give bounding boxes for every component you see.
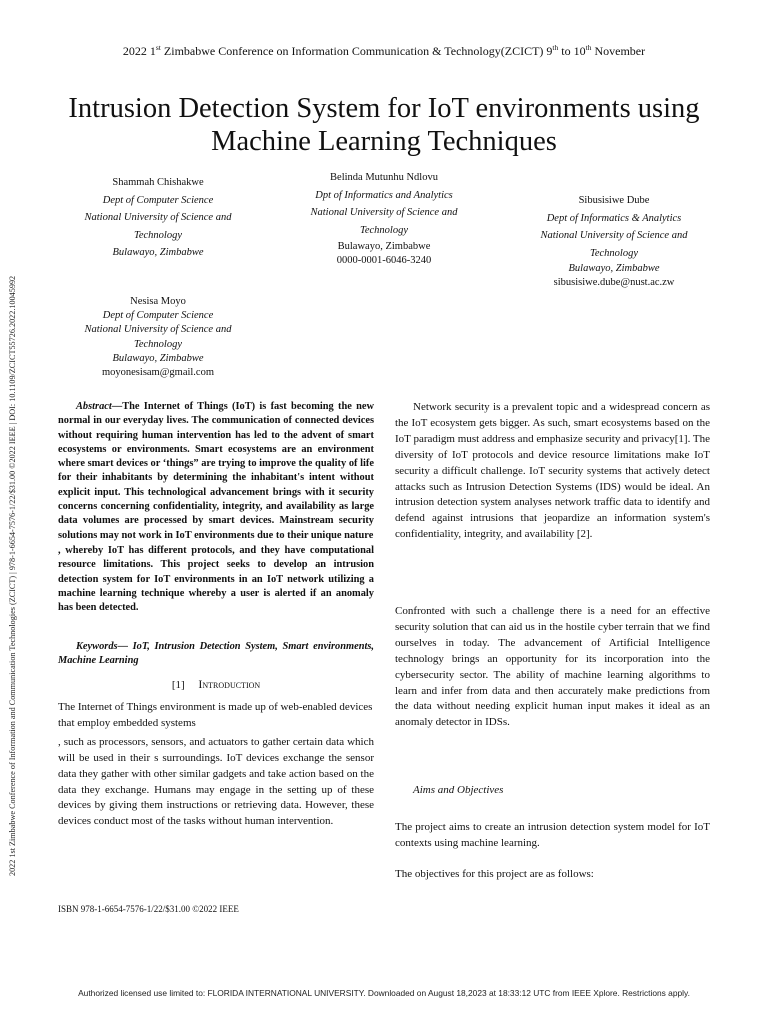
author-university: National University of Science and Technology [84,324,232,350]
author-block-2 [288,169,480,268]
author-block-1 [62,174,254,262]
author-name: Shammah Chishakwe [112,177,204,188]
author-city: Bulawayo, Zimbabwe [337,241,431,252]
author-name: Sibusisiwe Dube [578,195,650,206]
section-number: [1] [171,679,185,691]
author-university: National University of Science and Technology [310,207,458,236]
intro-paragraph-2: , such as processors, sensors, and actuators to gather certain data which will be used in their s surroundings. IoT devices exchange the sensor data they gather with other similar gadgets and take action based on the data they exchange. Humans may engage in the setting up of these devices by giving them instructions or retrieving data. However, these devices conduct most of the tasks without human intervention. [58,735,374,828]
subsection-heading-aims: Aims and Objectives [413,784,504,796]
author-dept: Dept of Computer Science [102,194,214,206]
author-city: Bulawayo, Zimbabwe [568,263,660,274]
author-email: moyonesisam@gmail.com [101,367,215,379]
author-university: National University of Science and Technology [84,212,232,241]
conference-header: 2022 1st Zimbabwe Conference on Information Communication & Technology(ZCICT) 9th to 10th November [122,43,646,58]
author-block-3 [518,192,710,290]
author-dept: Dept of Informatics & Analytics [546,212,682,224]
author-name: Nesisa Moyo [130,296,186,307]
keywords: Keywords— IoT, Intrusion Detection System, Smart environments, Machine Learning [58,641,374,667]
author-email: sibusisiwe.dube@nust.ac.zw [553,277,675,288]
author-city: Bulawayo, Zimbabwe [112,352,204,364]
section-heading-introduction [58,677,374,692]
isbn-line: ISBN 978-1-6654-7576-1/22/$31.00 ©2022 IEEE [58,904,239,914]
author-name: Belinda Mutunhu Ndlovu [330,172,438,183]
author-city: Bulawayo, Zimbabwe [112,247,204,258]
license-footer: Authorized licensed use limited to: FLORIDA INTERNATIONAL UNIVERSITY. Downloaded on August 18,2023 at 18:33:12 UTC from IEEE Xplore. Restrictions apply. [78,988,690,998]
abstract-text: —The Internet of Things (IoT) is fast becoming the new normal in our everyday lives. The communication of connected devices without requiring human intervention has led to the advent of smart ecosystems or environments. Smart ecosystems are an environment where smart devices or ‘things” are trying to improve the quality of life for their inhabitants by determining the inhabitant's intent without explicit input. This technological advancement brings with it security concerns concerning confidentiality, integrity, and availability as large data volumes are processed by smart devices. Mainstream security solutions may not work in IoT environments due to their unique nature [58,401,374,541]
abstract-lead: Abstract [76,401,112,412]
abstract-paragraph-2: , whereby IoT has different protocols, and they have computational resource limitations. This project seeks to develop an intrusion detection system for IoT environments in an IoT network utilizing a machine learning technique whereby a user is alerted if an anomaly has been detected. [58,544,374,614]
right-paragraph-4: The objectives for this project are as follows: [395,868,594,880]
abstract [58,400,374,615]
author-dept: Dpt of Informatics and Analytics [315,189,453,201]
right-paragraph-1: Network security is a prevalent topic and a widespread concern as the IoT ecosystem gets bigger. As such, smart ecosystems based on the IoT paradigm must address and emphasize security and privacy[1]. The diversity of IoT protocols and device resource limitations make IoT security a difficult challenge. IoT security systems that actively detect attacks such as Intrusion Detection Systems (IDS) would be ideal. An intrusion detection system analyses network traffic data to identify and defend against intrusions that jeopardize an information system's confidentiality, integrity, and availability [2]. [395,401,710,541]
right-paragraph-3: The project aims to create an intrusion detection system model for IoT contexts using machine learning. [395,821,710,849]
intro-section [58,700,374,830]
abstract-paragraph-1 [58,400,374,543]
author-orcid: 0000-0001-6046-3240 [336,255,432,266]
author-dept: Dept of Computer Science [102,310,214,322]
intro-paragraph-1: The Internet of Things environment is made up of web-enabled devices that employ embedded systems [58,701,373,729]
right-paragraph-2: Confronted with such a challenge there is a need for an effective security solution that can aid us in the hostile cyber terrain that we find ourselves in today. The advancement of Artificial Intelligence technology brings an opportunity for its incorporation into the cybersecurity sector. The ability of machine learning algorithms to learn and infer from data and then accurately make predictions from the data without needing explicit human input makes it ideal as an anomaly detector in IDSs. [395,605,710,729]
paper-title: Intrusion Detection System for IoT environments using Machine Learning Techniques [68,93,700,157]
section-title: Introduction [198,677,261,691]
author-university: National University of Science and Technology [540,230,688,259]
author-block-4 [62,295,254,380]
side-citation: 2022 1st Zimbabwe Conference of Information and Communication Technologies (ZCICT) | 978-1-6654-7576-1/22/$31.00 ©2022 IEEE | DOI: 10.1109/ZCICT55726.2022.10045992 [8,275,17,876]
